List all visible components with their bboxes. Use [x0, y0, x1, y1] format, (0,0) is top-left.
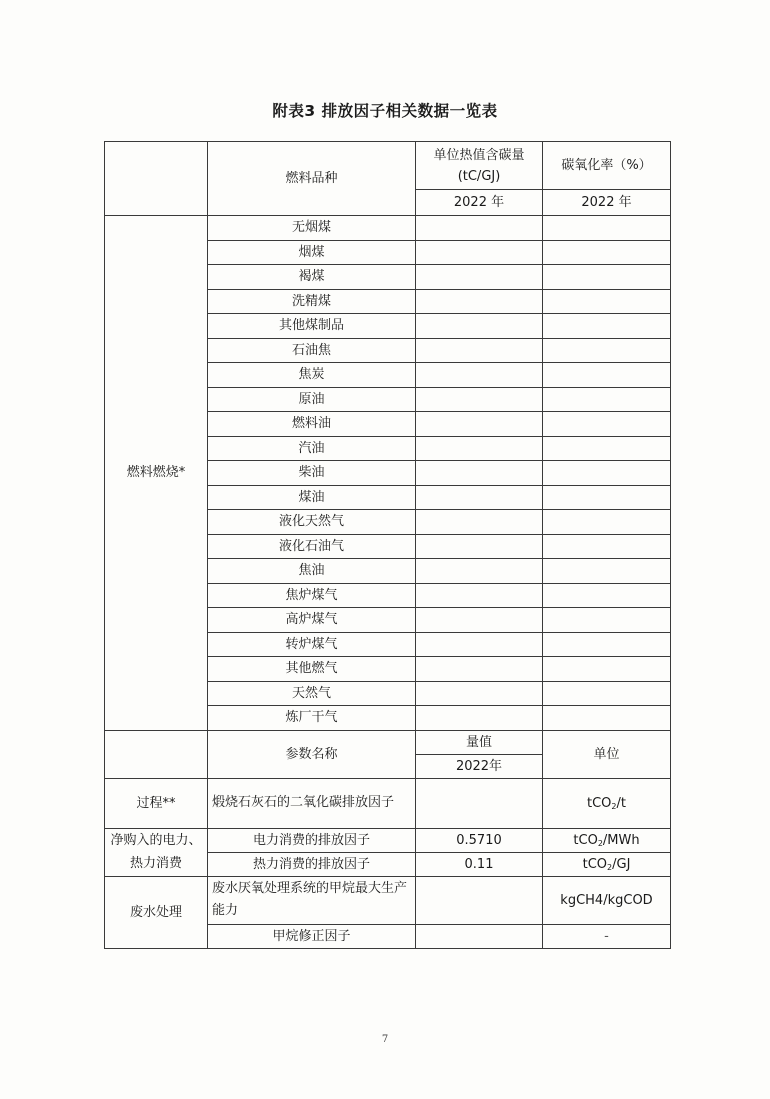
page-title: 附表3 排放因子相关数据一览表: [272, 102, 498, 120]
header-year-carbon: 2022 年: [416, 190, 543, 216]
fuel-carbon-content-value: [416, 436, 543, 461]
param-header-name: 参数名称: [208, 730, 416, 778]
fuel-oxidation-rate-value: [543, 436, 671, 461]
fuel-carbon-content-value: [416, 216, 543, 241]
fuel-carbon-content-value: [416, 706, 543, 731]
fuel-name: 液化天然气: [208, 510, 416, 535]
fuel-oxidation-rate-value: [543, 608, 671, 633]
fuel-oxidation-rate-value: [543, 657, 671, 682]
header-carbon-content-line1: 单位热值含碳量: [433, 147, 525, 163]
emission-factor-table: [104, 141, 671, 949]
fuel-carbon-content-value: [416, 363, 543, 388]
fuel-carbon-content-value: [416, 412, 543, 437]
param-header-value: 量值: [416, 730, 543, 754]
fuel-carbon-content-value: [416, 461, 543, 486]
fuel-oxidation-rate-value: [543, 681, 671, 706]
methane-capacity-unit: kgCH4/kgCOD: [543, 876, 671, 924]
header-fuel-type: 燃料品种: [208, 142, 416, 216]
fuel-name: 洗精煤: [208, 289, 416, 314]
header-oxidation-rate: 碳氧化率（%）: [543, 142, 671, 190]
methane-correction-unit: -: [543, 924, 671, 948]
process-category: 过程**: [105, 778, 208, 828]
heat-factor-name: 热力消费的排放因子: [208, 852, 416, 876]
header-carbon-content-line2: (tC/GJ): [457, 168, 501, 184]
methane-capacity-value: [416, 876, 543, 924]
fuel-carbon-content-value: [416, 534, 543, 559]
fuel-oxidation-rate-value: [543, 289, 671, 314]
wastewater-category: 废水处理: [105, 876, 208, 948]
fuel-carbon-content-value: [416, 265, 543, 290]
fuel-carbon-content-value: [416, 387, 543, 412]
fuel-oxidation-rate-value: [543, 706, 671, 731]
fuel-oxidation-rate-value: [543, 461, 671, 486]
fuel-name: 柴油: [208, 461, 416, 486]
fuel-name: 烟煤: [208, 240, 416, 265]
fuel-oxidation-rate-value: [543, 412, 671, 437]
fuel-rows: [105, 216, 671, 731]
page-number: 7: [381, 1034, 389, 1045]
fuel-oxidation-rate-value: [543, 216, 671, 241]
fuel-oxidation-rate-value: [543, 583, 671, 608]
methane-capacity-name: 废水厌氧处理系统的甲烷最大生产能力: [208, 876, 416, 924]
fuel-name: 褐煤: [208, 265, 416, 290]
fuel-oxidation-rate-value: [543, 510, 671, 535]
fuel-name: 燃料油: [208, 412, 416, 437]
fuel-oxidation-rate-value: [543, 387, 671, 412]
electricity-factor-unit: tCO$_2$/MWh: [543, 828, 671, 852]
fuel-name: 焦炉煤气: [208, 583, 416, 608]
fuel-name: 天然气: [208, 681, 416, 706]
electricity-factor-value: 0.5710: [416, 828, 543, 852]
fuel-carbon-content-value: [416, 657, 543, 682]
fuel-name: 煤油: [208, 485, 416, 510]
fuel-carbon-content-value: [416, 632, 543, 657]
fuel-name: 液化石油气: [208, 534, 416, 559]
fuel-oxidation-rate-value: [543, 363, 671, 388]
fuel-name: 汽油: [208, 436, 416, 461]
fuel-oxidation-rate-value: [543, 632, 671, 657]
fuel-oxidation-rate-value: [543, 338, 671, 363]
purchased-category: 净购入的电力、热力消费: [105, 828, 208, 876]
fuel-name: 转炉煤气: [208, 632, 416, 657]
process-unit: tCO$_2$/t: [543, 778, 671, 828]
fuel-carbon-content-value: [416, 681, 543, 706]
methane-correction-value: [416, 924, 543, 948]
fuel-name: 其他煤制品: [208, 314, 416, 339]
fuel-oxidation-rate-value: [543, 559, 671, 584]
fuel-oxidation-rate-value: [543, 485, 671, 510]
fuel-carbon-content-value: [416, 485, 543, 510]
fuel-name: 高炉煤气: [208, 608, 416, 633]
fuel-oxidation-rate-value: [543, 240, 671, 265]
header-carbon-content: [416, 142, 543, 190]
fuel-oxidation-rate-value: [543, 534, 671, 559]
fuel-oxidation-rate-value: [543, 265, 671, 290]
fuel-name: 石油焦: [208, 338, 416, 363]
param-header-year: 2022年: [416, 754, 543, 778]
fuel-carbon-content-value: [416, 559, 543, 584]
heat-factor-value: 0.11: [416, 852, 543, 876]
fuel-row: [105, 216, 671, 241]
process-param-name: 煅烧石灰石的二氧化碳排放因子: [208, 778, 416, 828]
fuel-oxidation-rate-value: [543, 314, 671, 339]
fuel-carbon-content-value: [416, 289, 543, 314]
fuel-carbon-content-value: [416, 510, 543, 535]
electricity-factor-name: 电力消费的排放因子: [208, 828, 416, 852]
fuel-carbon-content-value: [416, 608, 543, 633]
fuel-name: 原油: [208, 387, 416, 412]
fuel-name: 焦油: [208, 559, 416, 584]
fuel-name: 炼厂干气: [208, 706, 416, 731]
fuel-carbon-content-value: [416, 583, 543, 608]
fuel-name: 无烟煤: [208, 216, 416, 241]
fuel-combustion-category: 燃料燃烧*: [105, 216, 208, 731]
heat-factor-unit: tCO$_2$/GJ: [543, 852, 671, 876]
fuel-carbon-content-value: [416, 338, 543, 363]
fuel-carbon-content-value: [416, 240, 543, 265]
fuel-name: 其他燃气: [208, 657, 416, 682]
methane-correction-name: 甲烷修正因子: [208, 924, 416, 948]
param-header-unit: 单位: [543, 730, 671, 778]
fuel-carbon-content-value: [416, 314, 543, 339]
header-year-oxidation: 2022 年: [543, 190, 671, 216]
param-header-empty-cell: [105, 730, 208, 778]
fuel-name: 焦炭: [208, 363, 416, 388]
process-value: [416, 778, 543, 828]
header-empty-cell: [105, 142, 208, 216]
